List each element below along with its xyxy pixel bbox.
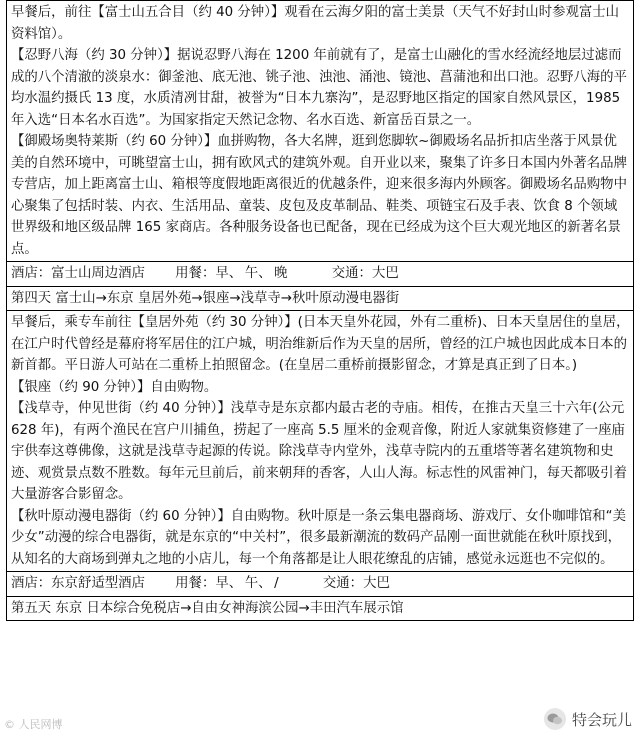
- meal-breakfast: 早: [215, 266, 229, 281]
- transport-label: 交通：: [322, 576, 364, 591]
- day4-title: 第四天 富士山→东京 皇居外苑→银座→浅草寺→秋叶原动漫电器街: [7, 286, 634, 311]
- transport-label: 交通：: [331, 266, 372, 281]
- transport-value: 大巴: [363, 576, 390, 591]
- hotel-value: 富士山周边酒店: [51, 266, 145, 281]
- meal-label: 用餐：: [175, 576, 216, 591]
- day4-info-row: [7, 572, 634, 597]
- day4-ginza-paragraph: 【银座（约 90 分钟）】自由购物。: [11, 379, 218, 395]
- day5-title-row: [7, 596, 634, 621]
- day4-palace-paragraph: 早餐后，乘专车前往【皇居外苑（约 30 分钟）】(日本天皇外花园，外有二重桥)、日本天皇居住的皇居，在江户时代曾经是幕府将军居住的江户城，明治维新后作为天皇的居所，曾经的江户城也因此成本日本的新首都。平日游人可站在二重桥上拍照留念。(在皇居二重桥前摄影留念，才算是真正到了日本。): [11, 315, 630, 373]
- day4-info-cell: 酒店：东京舒适型酒店 用餐：早、 午、 / 交通：大巴: [7, 572, 634, 597]
- transport-value: 大巴: [371, 266, 399, 281]
- meal-label: 用餐：: [175, 266, 216, 281]
- day4-sensoji-paragraph: 【浅草寺，仲见世街（约 40 分钟）】浅草寺是东京都内最古老的寺庙。相传，在推古天皇三十六年(公元 628 年)，有两个渔民在宫户川捕鱼，捞起了一座高 5.5 厘米的金观音像，附近人家就集资修建了一座庙宇供奉这尊佛像，这就是浅草寺起源的传说。除浅草寺内堂外，浅草寺院内的五重塔等著名建筑物和史迹、观赏景点数不胜数。每年元旦前后，前来朝拜的香客，人山人海。标志性的风雷神门，每天都吸引着大量游客合影留念。: [11, 401, 627, 502]
- meal-lunch: 午: [244, 576, 259, 591]
- hotel-label: 酒店：: [11, 266, 52, 281]
- itinerary-table: [6, 0, 634, 621]
- day3-gotemba-paragraph: 【御殿场奥特莱斯（约 60 分钟）】血拼购物，各大名牌，逛到您脚软~御殿场名品折扣店坐落于风景优美的自然环境中，可眺望富士山，拥有欧风式的建筑外观。自开业以来，聚集了许多日本国内外著名品牌专营店，加上距离富士山、箱根等度假地距离很近的优越条件，迎来很多海内外顾客。御殿场名品购物中心聚集了包括时装、内衣、生活用品、童装、皮包及皮革制品、鞋类、项链宝石及手表、饮食 8 个领域世界级和地区级品牌 165 家商店。各种服务设备也已配备，现在已经成为这个巨大观光地区的新著名景点。: [11, 134, 627, 257]
- hotel-label: 酒店：: [11, 576, 52, 591]
- day4-title-row: [7, 286, 634, 311]
- meal-dinner: /: [274, 576, 279, 591]
- itinerary-sheet: [6, 0, 634, 736]
- day3-info-row: [7, 262, 634, 287]
- watermark-right: [544, 708, 632, 730]
- day4-detail-cell: [7, 311, 634, 572]
- watermark-left: © 人民网博: [4, 718, 63, 731]
- meal-lunch: 午: [244, 266, 259, 281]
- hotel-value: 东京舒适型酒店: [51, 576, 145, 591]
- wechat-logo-icon: [544, 708, 566, 730]
- day3-oshino-paragraph: 【忍野八海（约 30 分钟）】据说忍野八海在 1200 年前就有了，是富士山融化的雪水经流经地层过滤而成的八个清澈的淡泉水：御釜池、底无池、铫子池、浊池、涌池、镜池、菖蒲池和出口池。忍野八海的平均水温约摄氏 13 度，水质清冽甘甜，被誉为“日本九寨沟”，是忍野地区指定的国家自然风景区，1985 年入选“日本名水百选”。为国家指定天然记念物、名水百选、新富岳百景之一。: [11, 48, 627, 128]
- day4-detail-row: [7, 311, 634, 572]
- day4-akihabara-paragraph: 【秋叶原动漫电器街（约 60 分钟）】自由购物。秋叶原是一条云集电器商场、游戏厅、女仆咖啡馆和“美少女”动漫的综合电器街，就是东京的“中关村”，很多最新潮流的数码产品刚一面世就能在秋叶原找到，从知名的大商场到弹丸之地的小店儿，每一个角落都是让人眼花缭乱的店铺，感觉永远逛也不完似的。: [11, 508, 626, 567]
- meal-breakfast: 早: [215, 576, 229, 591]
- watermark-right-text: 特会玩儿: [571, 710, 632, 729]
- day3-info-cell: 酒店：富士山周边酒店 用餐：早、 午、 晚 交通：大巴: [7, 262, 634, 287]
- day5-title: 第五天 东京 日本综合免税店→自由女神海滨公园→丰田汽车展示馆: [7, 596, 634, 621]
- day3-fuji-paragraph: 早餐后，前往【富士山五合目（约 40 分钟）】观看在云海夕阳的富士美景（天气不好封山时参观富士山资料馆）。: [11, 5, 620, 42]
- day3-detail-cell: [7, 1, 634, 262]
- day3-detail-row: [7, 1, 634, 262]
- meal-dinner: 晚: [274, 266, 288, 281]
